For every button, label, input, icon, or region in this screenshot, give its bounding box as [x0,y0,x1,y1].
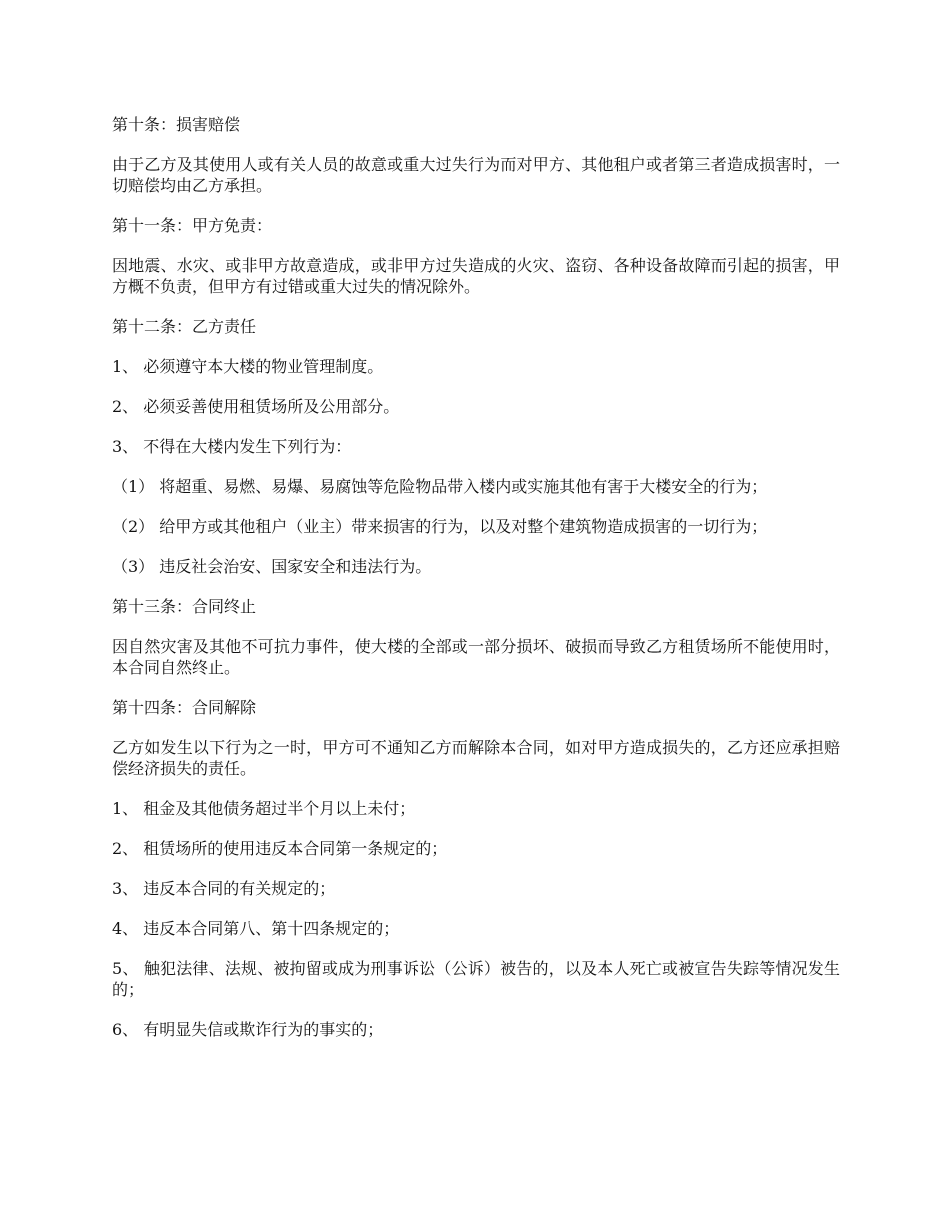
article-14-item-5: 5、 触犯法律、法规、被拘留或成为刑事诉讼（公诉）被告的，以及本人死亡或被宣告失踪等情况发生的； [112,959,840,999]
article-12-subitem-3: （3） 违反社会治安、国家安全和违法行为。 [112,557,432,576]
article-13-text: 因自然灾害及其他不可抗力事件，使大楼的全部或一部分损坏、破损而导致乙方租赁场所不能使用时，本合同自然终止。 [112,637,840,677]
article-13-heading: 第十三条：合同终止 [112,597,257,616]
article-14-text: 乙方如发生以下行为之一时，甲方可不通知乙方而解除本合同，如对甲方造成损失的，乙方还应承担赔偿经济损失的责任。 [112,738,840,778]
article-12-heading: 第十二条：乙方责任 [112,317,257,336]
article-12-item-3: 3、 不得在大楼内发生下列行为： [112,437,352,456]
article-11-heading: 第十一条：甲方免责： [112,216,273,235]
article-14-item-2: 2、 租赁场所的使用违反本合同第一条规定的； [112,839,448,858]
article-14-item-3: 3、 违反本合同的有关规定的； [112,879,336,898]
article-12-item-2: 2、 必须妥善使用租赁场所及公用部分。 [112,397,400,416]
article-10-text: 由于乙方及其使用人或有关人员的故意或重大过失行为而对甲方、其他租户或者第三者造成损害时，一切赔偿均由乙方承担。 [112,155,840,195]
article-12-subitem-1: （1） 将超重、易燃、易爆、易腐蚀等危险物品带入楼内或实施其他有害于大楼安全的行为； [112,477,768,496]
article-14-heading: 第十四条：合同解除 [112,698,257,717]
article-14-item-4: 4、 违反本合同第八、第十四条规定的； [112,919,400,938]
article-10-heading: 第十条：损害赔偿 [112,115,241,134]
article-14-item-1: 1、 租金及其他债务超过半个月以上未付； [112,799,416,818]
article-12-subitem-2: （2） 给甲方或其他租户（业主）带来损害的行为，以及对整个建筑物造成损害的一切行为； [112,517,768,536]
article-14-item-6: 6、 有明显失信或欺诈行为的事实的； [112,1020,384,1039]
article-11-text: 因地震、水灾、或非甲方故意造成，或非甲方过失造成的火灾、盗窃、各种设备故障而引起的损害，甲方概不负责，但甲方有过错或重大过失的情况除外。 [112,256,840,296]
document-body [112,114,840,1059]
article-12-item-1: 1、 必须遵守本大楼的物业管理制度。 [112,357,384,376]
